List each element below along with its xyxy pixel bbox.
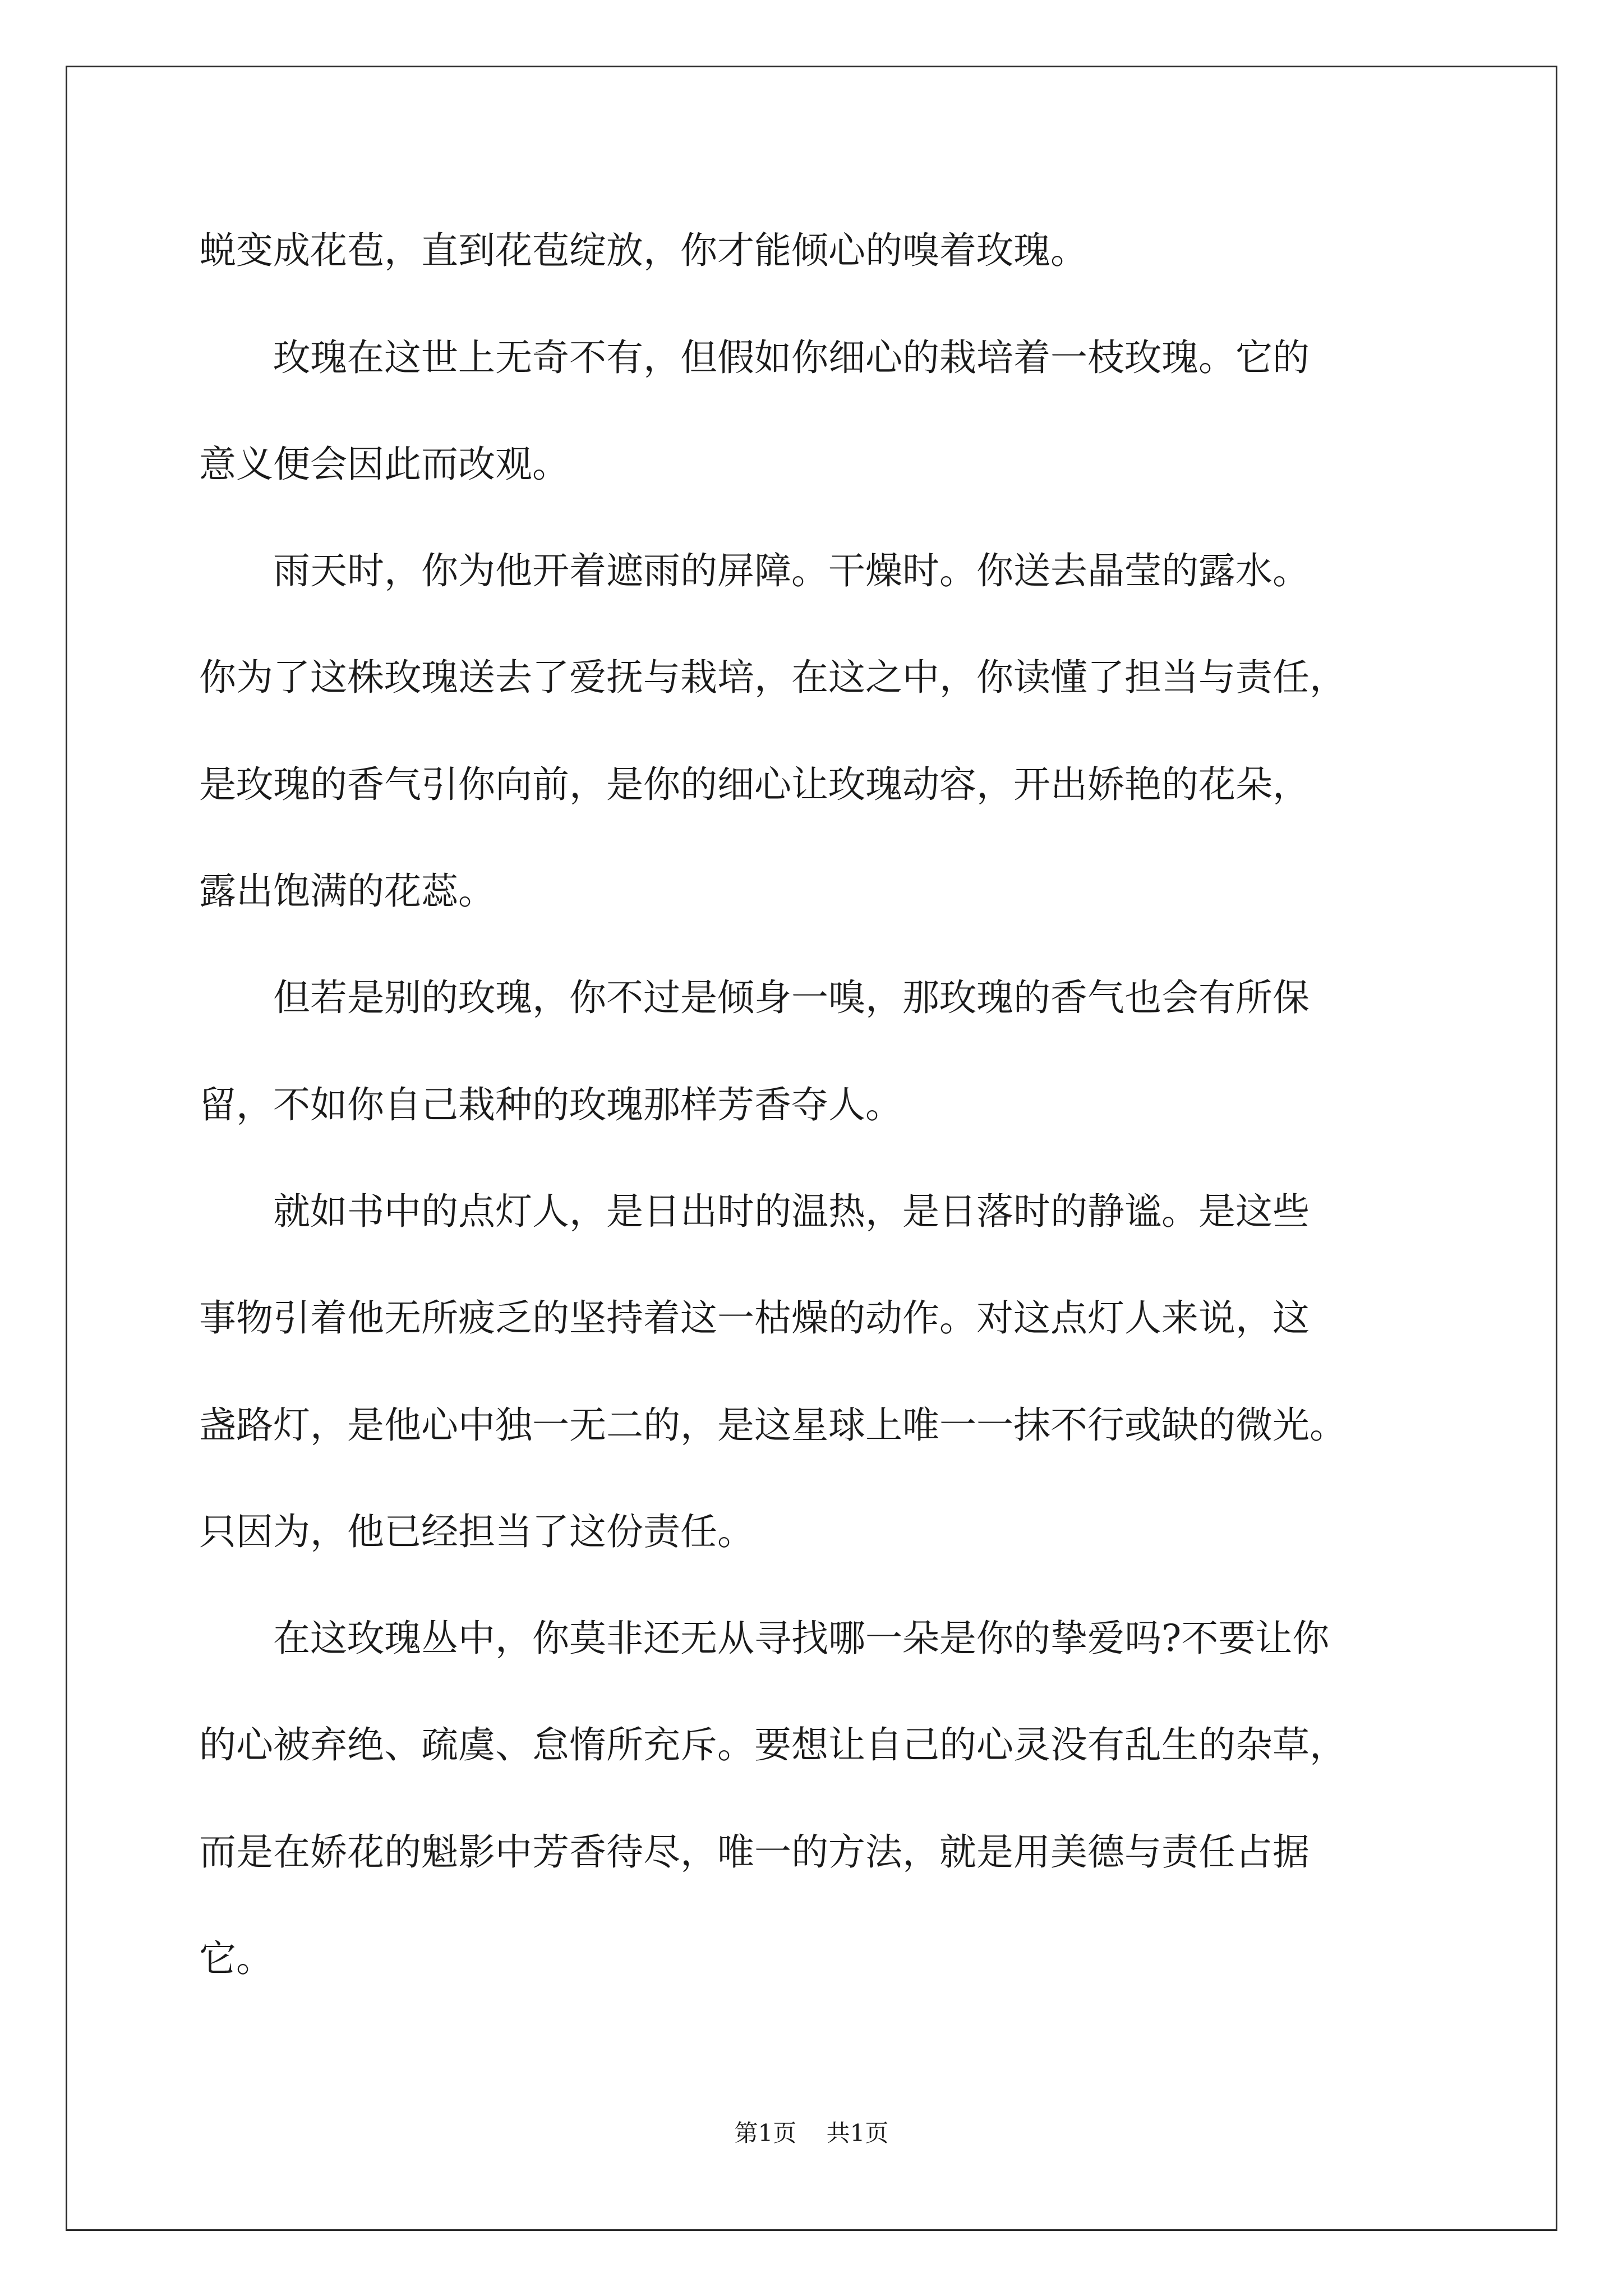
text-line: 雨天时，你为他开着遮雨的屏障。干燥时。你送去晶莹的露水。 bbox=[199, 549, 1310, 592]
text-line: 玫瑰在这世上无奇不有，但假如你细心的栽培着一枝玫瑰。它的 bbox=[199, 336, 1310, 379]
text-line: 蜕变成花苞，直到花苞绽放，你才能倾心的嗅着玫瑰。 bbox=[199, 229, 1087, 272]
text-line: 是玫瑰的香气引你向前，是你的细心让玫瑰动容，开出娇艳的花朵， bbox=[199, 763, 1310, 806]
text-line: 但若是别的玫瑰，你不过是倾身一嗅，那玫瑰的香气也会有所保 bbox=[199, 976, 1310, 1019]
page-number: 第1页 bbox=[734, 2119, 797, 2147]
text-line: 的心被弃绝、疏虞、怠惰所充斥。要想让自己的心灵没有乱生的杂草， bbox=[199, 1723, 1347, 1766]
text-line: 就如书中的点灯人，是日出时的温热，是日落时的静谧。是这些 bbox=[199, 1190, 1310, 1233]
text-line: 露出饱满的花蕊。 bbox=[199, 869, 495, 913]
text-line: 留，不如你自己栽种的玫瑰那样芳香夺人。 bbox=[199, 1083, 902, 1126]
page-total: 共1页 bbox=[826, 2119, 889, 2147]
page-footer bbox=[0, 2119, 1623, 2147]
text-line: 它。 bbox=[199, 1937, 273, 1980]
text-line: 而是在娇花的魁影中芳香待尽，唯一的方法，就是用美德与责任占据 bbox=[199, 1830, 1310, 1874]
text-line: 在这玫瑰丛中，你莫非还无从寻找哪一朵是你的挚爱吗?不要让你 bbox=[199, 1617, 1330, 1660]
text-line: 盏路灯，是他心中独一无二的，是这星球上唯一一抹不行或缺的微光。 bbox=[199, 1404, 1347, 1447]
text-line: 意义便会因此而改观。 bbox=[199, 443, 569, 486]
text-line: 你为了这株玫瑰送去了爱抚与栽培，在这之中，你读懂了担当与责任， bbox=[199, 656, 1347, 699]
text-line: 只因为，他已经担当了这份责任。 bbox=[199, 1510, 754, 1553]
text-line: 事物引着他无所疲乏的坚持着这一枯燥的动作。对这点灯人来说，这 bbox=[199, 1296, 1310, 1340]
